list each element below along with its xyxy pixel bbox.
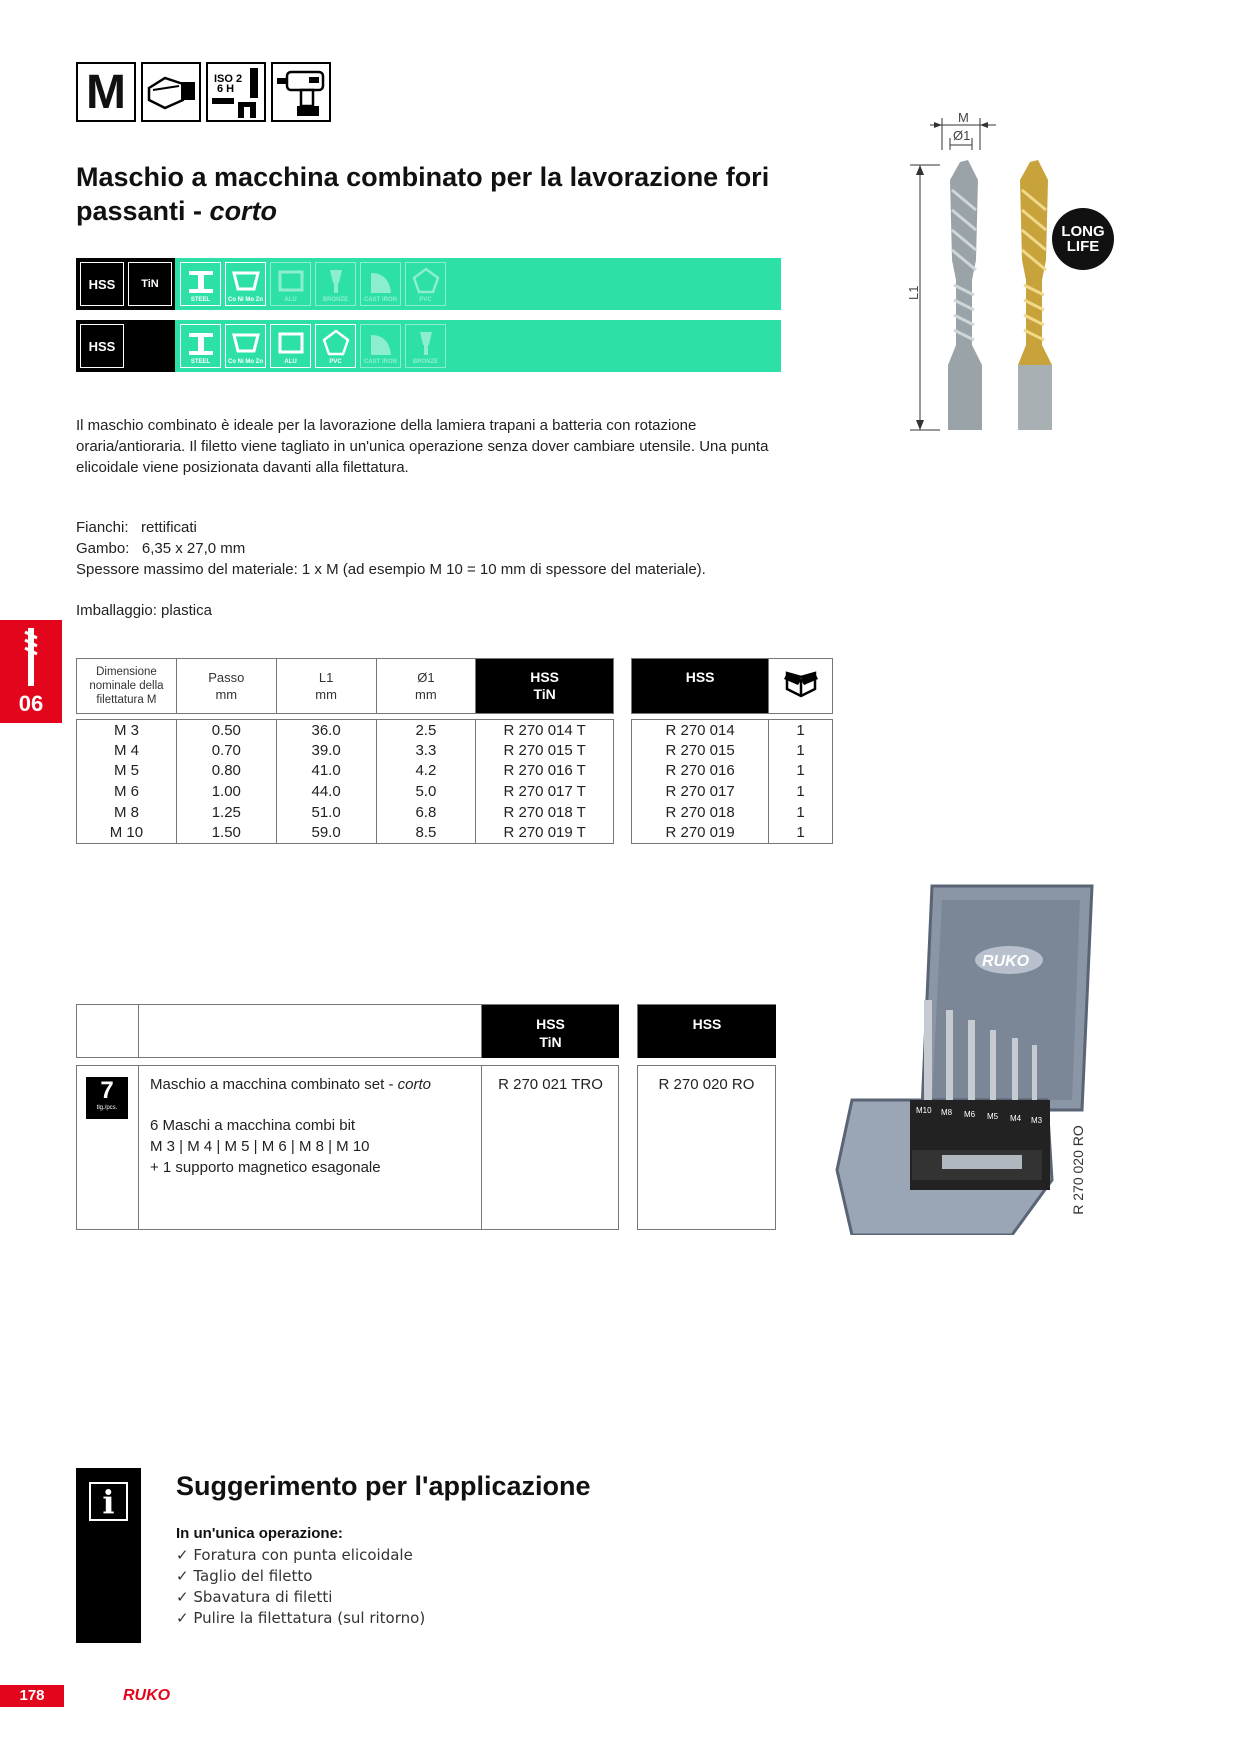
col-dimension: Dimensione nominale della filettatura M bbox=[77, 659, 177, 714]
table-row: R 270 015 1 bbox=[632, 740, 833, 761]
material-bronze-icon: BRONZE bbox=[315, 262, 356, 306]
set-col-hss-tin: HSS TiN bbox=[482, 1005, 619, 1058]
m-label: M bbox=[86, 65, 126, 119]
list-item: ✓ Taglio del filetto bbox=[176, 1567, 313, 1585]
material-cast-iron-icon: CAST IRON bbox=[360, 324, 401, 368]
table-row: M 8 1.25 51.0 6.8 R 270 018 T bbox=[77, 802, 614, 823]
description: Il maschio combinato è ideale per la lavorazione della lamiera trapani a batteria con rotazione oraria/antioraria. Il filetto viene tagliato in un'unica operazione senza dover cambiare utensile. Una punta elicoidale viene posizionata davanti alla filettatura. bbox=[76, 417, 769, 476]
material-steel-icon: STEEL bbox=[180, 262, 221, 306]
dimension-table bbox=[76, 658, 614, 844]
material-coni-icon: Co Ni Mo Zn bbox=[225, 324, 266, 368]
gambo-value: 6,35 x 27,0 mm bbox=[141, 540, 246, 557]
col-passo: Passo mm bbox=[176, 659, 276, 714]
set-code-tin: R 270 021 TRO bbox=[498, 1076, 603, 1093]
svg-text:M5: M5 bbox=[987, 1112, 999, 1121]
set-code-hss: R 270 020 RO bbox=[658, 1076, 755, 1093]
spessore: Spessore massimo del materiale: 1 x M (ad esempio M 10 = 10 mm di spessore del materiale). bbox=[76, 561, 706, 578]
svg-text:M10: M10 bbox=[916, 1106, 932, 1115]
table-row: R 270 019 1 bbox=[632, 822, 833, 843]
set-count-badge: 7 tlg./pcs. bbox=[86, 1077, 128, 1119]
table-row: M 10 1.50 59.0 8.5 R 270 019 T bbox=[77, 822, 614, 843]
col-l1: L1 mm bbox=[276, 659, 376, 714]
title-italic: corto bbox=[209, 196, 278, 226]
svg-text:M6: M6 bbox=[964, 1110, 976, 1119]
table-row: M 5 0.80 41.0 4.2 R 270 016 T bbox=[77, 761, 614, 782]
iso-line2: 6 H bbox=[217, 83, 235, 95]
table-row: R 270 017 1 bbox=[632, 781, 833, 802]
drawing-l1-label: L1 bbox=[906, 285, 921, 300]
gambo-label: Gambo: bbox=[76, 540, 130, 557]
table-row: R 270 016 1 bbox=[632, 761, 833, 782]
table-row: R 270 014 1 bbox=[632, 720, 833, 741]
tip-title: Suggerimento per l'applicazione bbox=[176, 1471, 591, 1501]
table-row: R 270 018 1 bbox=[632, 802, 833, 823]
table-row: M 3 0.50 36.0 2.5 R 270 014 T bbox=[77, 720, 614, 741]
tap-drawing bbox=[900, 110, 1140, 440]
hss-table bbox=[631, 658, 833, 844]
chapter-number: 06 bbox=[18, 691, 44, 716]
info-icon: i bbox=[89, 1482, 128, 1521]
list-item: ✓ Sbavatura di filetti bbox=[176, 1588, 333, 1606]
long-life-badge: LONG LIFE bbox=[1052, 208, 1114, 270]
svg-text:M4: M4 bbox=[1010, 1114, 1022, 1123]
set-col-hss: HSS bbox=[638, 1005, 776, 1058]
cordless-drill-icon bbox=[271, 62, 331, 122]
package-icon bbox=[769, 659, 833, 714]
page-title bbox=[76, 160, 836, 228]
col-d1: Ø1 mm bbox=[376, 659, 476, 714]
footer-brand-logo: RUKO bbox=[123, 1687, 171, 1704]
tap-icon bbox=[22, 628, 40, 686]
tip-subtitle: In un'unica operazione: bbox=[176, 1525, 343, 1542]
tip-list bbox=[176, 1545, 425, 1629]
thread-m-icon bbox=[76, 62, 136, 122]
material-cast-iron-icon: CAST IRON bbox=[360, 262, 401, 306]
hex-shank-icon bbox=[141, 62, 201, 122]
svg-text:M3: M3 bbox=[1031, 1116, 1043, 1125]
col-hss-tin: HSS TiN bbox=[476, 659, 614, 714]
list-item: ✓ Pulire la filettatura (sul ritorno) bbox=[176, 1609, 426, 1627]
material-alu-icon: ALU bbox=[270, 262, 311, 306]
title-main: Maschio a macchina combinato per la lavorazione fori passanti - bbox=[76, 162, 770, 226]
case-vertical-code: R 270 020 RO bbox=[1070, 1125, 1086, 1215]
info-bar bbox=[76, 1468, 141, 1643]
table-row: M 4 0.70 39.0 3.3 R 270 015 T bbox=[77, 740, 614, 761]
list-item: ✓ Foratura con punta elicoidale bbox=[176, 1546, 413, 1564]
material-pvc-icon: PVC bbox=[315, 324, 356, 368]
material-steel-icon: STEEL bbox=[180, 324, 221, 368]
set-description: Maschio a macchina combinato set - corto 6 Maschi a macchina combi bit M 3 | M 4 | M 5 | M 6 | M 8 | M 10 + 1 supporto magnetico esagonale bbox=[150, 1076, 431, 1176]
imballaggio: Imballaggio: plastica bbox=[76, 602, 212, 619]
iso-tolerance-icon bbox=[206, 62, 266, 122]
material-coni-icon: Co Ni Mo Zn bbox=[225, 262, 266, 306]
material-pvc-icon: PVC bbox=[405, 262, 446, 306]
svg-text:M8: M8 bbox=[941, 1108, 953, 1117]
page-number: 178 bbox=[0, 1685, 64, 1707]
fianchi-value: rettificati bbox=[141, 519, 197, 536]
case-brand: RUKO bbox=[982, 953, 1030, 970]
specs bbox=[76, 517, 796, 580]
table-row: M 6 1.00 44.0 5.0 R 270 017 T bbox=[77, 781, 614, 802]
fianchi-label: Fianchi: bbox=[76, 519, 129, 536]
material-bronze-icon: BRONZE bbox=[405, 324, 446, 368]
drawing-d1-label: Ø1 bbox=[953, 128, 971, 143]
material-bar-hss-tin bbox=[76, 258, 781, 310]
badge-hss-2: HSS bbox=[80, 324, 124, 368]
badge-tin: TiN bbox=[128, 262, 172, 306]
material-alu-icon: ALU bbox=[270, 324, 311, 368]
col-hss: HSS bbox=[632, 659, 769, 714]
drawing-m-label: M bbox=[958, 110, 969, 125]
chapter-tab bbox=[0, 620, 62, 723]
product-case-image bbox=[832, 880, 1097, 1235]
material-bar-hss bbox=[76, 320, 781, 372]
iso-line1: ISO 2 bbox=[214, 73, 243, 85]
badge-hss: HSS bbox=[80, 262, 124, 306]
